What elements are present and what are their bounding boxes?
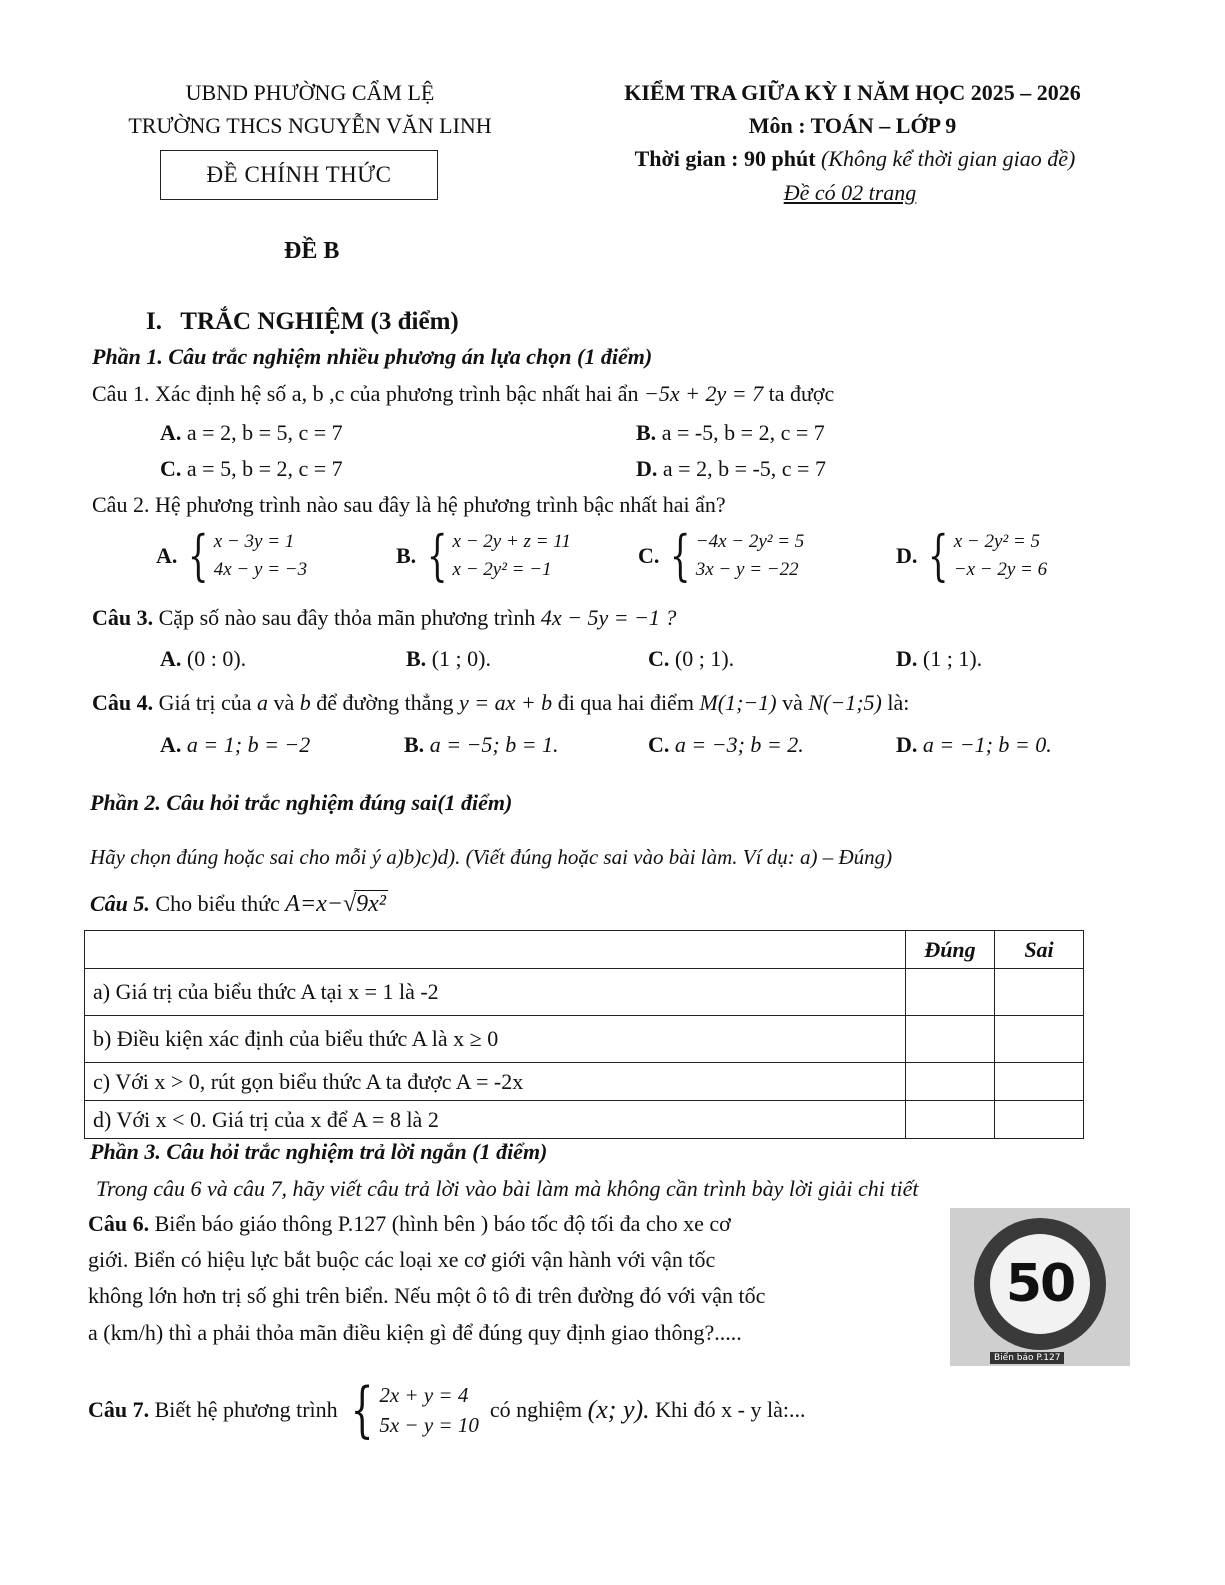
speed-limit-sign-face	[990, 1234, 1090, 1334]
exam-time-note: (Không kể thời gian giao đề)	[821, 146, 1076, 171]
table-header-row	[85, 931, 1084, 969]
answer-cell-false-b[interactable]	[995, 1016, 1084, 1063]
school-authority: UBND PHƯỜNG CẨM LỆ	[185, 80, 435, 105]
question-2-text: Hệ phương trình nào sau đây là hệ phương trình bậc nhất hai ẩn?	[154, 492, 726, 517]
question-5-expr-radicand: 9x²	[356, 891, 387, 917]
q4-option-d	[896, 732, 1052, 758]
question-4-text-4: đi qua hai điểm	[557, 690, 694, 715]
part2-instructions: Hãy chọn đúng hoặc sai cho mỗi ý a)b)c)d). (Viết đúng hoặc sai vào bài làm. Ví dụ: a) – Đúng)	[90, 845, 893, 869]
q4-option-a-letter: A.	[160, 732, 182, 757]
q2-d-line1: x − 2y² = 5	[953, 531, 1040, 552]
q4-option-a-value: a = 1; b = −2	[186, 732, 311, 757]
question-4-text-5: và	[782, 690, 803, 715]
q1-option-d-letter: D.	[636, 456, 658, 481]
question-5-text: Cho biểu thức	[155, 891, 280, 916]
question-4-equation: y = ax + b	[458, 690, 553, 715]
table-row	[85, 1101, 1084, 1139]
answer-cell-false-a[interactable]	[995, 969, 1084, 1016]
question-1-label: Câu 1.	[92, 381, 150, 406]
q2-b-line1: x − 2y + z = 11	[452, 531, 571, 552]
sqrt-icon: √	[342, 891, 357, 917]
q2-b-line2: x − 2y² = −1	[452, 559, 552, 580]
question-6-line-2: giới. Biển có hiệu lực bắt buộc các loại xe cơ giới vận hành với vận tốc	[88, 1247, 716, 1272]
section-title: I. TRẮC NGHIỆM (3 điểm)	[146, 308, 459, 335]
q3-option-a	[160, 646, 246, 672]
question-5-expr	[285, 891, 388, 917]
question-4-point-n: N(−1;5)	[808, 690, 882, 715]
table-row	[85, 969, 1084, 1016]
q1-option-c	[160, 456, 343, 482]
true-false-table	[84, 930, 1084, 1139]
question-6-line-3: không lớn hơn trị số ghi trên biển. Nếu một ô tô đi trên đường đó với vận tốc	[88, 1283, 766, 1308]
question-7-text-3: Khi đó x - y là:...	[655, 1397, 806, 1422]
q1-option-b-letter: B.	[636, 420, 657, 445]
q2-option-a	[156, 524, 308, 587]
q1-option-c-letter: C.	[160, 456, 182, 481]
statement-b: b) Điều kiện xác định của biểu thức A là x ≥ 0	[85, 1016, 906, 1063]
question-4	[92, 690, 909, 716]
answer-cell-false-d[interactable]	[995, 1101, 1084, 1139]
speed-limit-sign-ring	[974, 1218, 1106, 1350]
question-5-label: Câu 5.	[90, 891, 150, 916]
question-4-text-1: Giá trị của	[158, 690, 252, 715]
statement-d: d) Với x < 0. Giá trị của x để A = 8 là 2	[85, 1101, 906, 1139]
question-7-text: Biết hệ phương trình	[154, 1397, 338, 1422]
q2-option-a-letter: A.	[156, 543, 178, 568]
question-7	[88, 1375, 806, 1445]
brace-icon: {	[928, 524, 949, 587]
question-7-line-2: 5x − y = 10	[379, 1413, 479, 1437]
question-3	[92, 605, 676, 631]
q1-option-a-value: a = 2, b = 5, c = 7	[186, 420, 343, 445]
speed-limit-caption: Biển báo P.127	[990, 1352, 1064, 1364]
q2-option-d-letter: D.	[896, 543, 918, 568]
question-7-text-2: có nghiệm	[489, 1397, 583, 1422]
question-3-equation: 4x − 5y = −1 ?	[540, 605, 677, 630]
answer-cell-false-c[interactable]	[995, 1063, 1084, 1101]
question-6-line-4: a (km/h) thì a phải thỏa mãn điều kiện gì để đúng quy định giao thông?.....	[88, 1320, 742, 1345]
q2-c-line2: 3x − y = −22	[695, 559, 799, 580]
table-header-true: Đúng	[906, 931, 995, 969]
q2-a-line2: 4x − y = −3	[213, 559, 308, 580]
q3-option-c-value: (0 ; 1).	[674, 646, 735, 671]
question-1-text: Xác định hệ số a, b ,c của phương trình bậc nhất hai ẩn	[154, 381, 639, 406]
q2-d-line2: −x − 2y = 6	[953, 559, 1048, 580]
statement-a: a) Giá trị của biểu thức A tại x = 1 là -2	[85, 969, 906, 1016]
question-6-label: Câu 6.	[88, 1211, 150, 1236]
q4-option-c-value: a = −3; b = 2.	[674, 732, 804, 757]
q2-option-c-letter: C.	[638, 543, 660, 568]
q3-option-a-letter: A.	[160, 646, 182, 671]
answer-cell-true-a[interactable]	[906, 969, 995, 1016]
q1-option-a	[160, 420, 343, 446]
q3-option-d	[896, 646, 982, 672]
official-exam-box	[160, 150, 438, 200]
question-4-text-2: và	[273, 690, 295, 715]
q3-option-d-value: (1 ; 1).	[922, 646, 983, 671]
q3-option-c-letter: C.	[648, 646, 670, 671]
question-4-text-3: để đường thẳng	[316, 690, 454, 715]
question-1-equation: −5x + 2y = 7	[644, 381, 764, 406]
q1-option-d	[636, 456, 826, 482]
q3-option-b	[406, 646, 491, 672]
q1-option-c-value: a = 5, b = 2, c = 7	[186, 456, 343, 481]
question-7-solution: (x; y).	[587, 1395, 650, 1424]
question-1	[92, 381, 834, 407]
q4-option-a	[160, 732, 310, 758]
question-4-point-m: M(1;−1)	[699, 690, 777, 715]
question-5	[90, 890, 388, 918]
official-exam-label: ĐỀ CHÍNH THỨC	[206, 162, 392, 187]
question-6-line-1	[88, 1211, 731, 1237]
answer-cell-true-c[interactable]	[906, 1063, 995, 1101]
exam-title: KIỂM TRA GIỮA KỲ I NĂM HỌC 2025 – 2026	[624, 80, 1081, 105]
question-4-var-b: b	[299, 690, 311, 715]
exam-pages: Đề có 02 trang	[783, 180, 917, 205]
q4-option-c	[648, 732, 804, 758]
question-5-expr-left: A=x−	[285, 891, 343, 917]
answer-cell-true-b[interactable]	[906, 1016, 995, 1063]
speed-limit-sign-image	[950, 1208, 1130, 1366]
brace-icon: {	[350, 1375, 374, 1445]
question-2-label: Câu 2.	[92, 492, 150, 517]
speed-limit-number: 50	[1005, 1254, 1075, 1314]
question-1-tail: ta được	[768, 381, 835, 406]
q1-option-d-value: a = 2, b = -5, c = 7	[662, 456, 826, 481]
q2-option-d	[896, 524, 1048, 587]
question-7-label: Câu 7.	[88, 1397, 150, 1422]
q1-option-b	[636, 420, 825, 446]
q4-option-d-value: a = −1; b = 0.	[922, 732, 1052, 757]
q2-option-b-letter: B.	[396, 543, 417, 568]
q1-option-b-value: a = -5, b = 2, c = 7	[661, 420, 825, 445]
part2-title: Phần 2. Câu hỏi trắc nghiệm đúng sai(1 điểm)	[90, 790, 513, 815]
part3-instructions: Trong câu 6 và câu 7, hãy viết câu trả lời vào bài làm mà không cần trình bày lời giải chi tiết	[96, 1176, 919, 1201]
table-row	[85, 1016, 1084, 1063]
part1-title: Phần 1. Câu trắc nghiệm nhiều phương án lựa chọn (1 điểm)	[92, 344, 653, 369]
q3-option-c	[648, 646, 734, 672]
question-3-text: Cặp số nào sau đây thỏa mãn phương trình	[158, 605, 536, 630]
q3-option-b-value: (1 ; 0).	[431, 646, 491, 671]
q4-option-b-letter: B.	[404, 732, 425, 757]
statement-c: c) Với x > 0, rút gọn biểu thức A ta được A = -2x	[85, 1063, 906, 1101]
brace-icon: {	[670, 524, 691, 587]
question-7-line-1: 2x + y = 4	[379, 1383, 469, 1407]
q2-option-c	[638, 524, 805, 587]
brace-icon: {	[427, 524, 448, 587]
q4-option-b-value: a = −5; b = 1.	[429, 732, 559, 757]
question-4-var-a: a	[256, 690, 268, 715]
exam-variant: ĐỀ B	[284, 238, 340, 264]
q4-option-d-letter: D.	[896, 732, 918, 757]
q2-c-line1: −4x − 2y² = 5	[695, 531, 805, 552]
question-6-text-1: Biển báo giáo thông P.127 (hình bên ) báo tốc độ tối đa cho xe cơ	[154, 1211, 731, 1236]
part3-title: Phần 3. Câu hỏi trắc nghiệm trả lời ngắn (1 điểm)	[90, 1139, 548, 1164]
table-header-false: Sai	[995, 931, 1084, 969]
q3-option-d-letter: D.	[896, 646, 918, 671]
q2-a-line1: x − 3y = 1	[213, 531, 295, 552]
question-4-label: Câu 4.	[92, 690, 154, 715]
school-name: TRƯỜNG THCS NGUYỄN VĂN LINH	[128, 113, 492, 138]
exam-subject: Môn : TOÁN – LỚP 9	[748, 113, 957, 138]
table-row	[85, 1063, 1084, 1101]
q4-option-b	[404, 732, 559, 758]
exam-time-bold: Thời gian : 90 phút	[634, 146, 816, 171]
question-3-label: Câu 3.	[92, 605, 154, 630]
table-header-blank	[85, 931, 906, 969]
question-4-text-6: là:	[887, 690, 910, 715]
q3-option-b-letter: B.	[406, 646, 427, 671]
q2-option-b	[396, 524, 571, 587]
q4-option-c-letter: C.	[648, 732, 670, 757]
q1-option-a-letter: A.	[160, 420, 182, 445]
brace-icon: {	[188, 524, 209, 587]
answer-cell-true-d[interactable]	[906, 1101, 995, 1139]
question-2	[92, 492, 726, 518]
exam-time	[560, 146, 1150, 172]
q3-option-a-value: (0 : 0).	[186, 646, 247, 671]
